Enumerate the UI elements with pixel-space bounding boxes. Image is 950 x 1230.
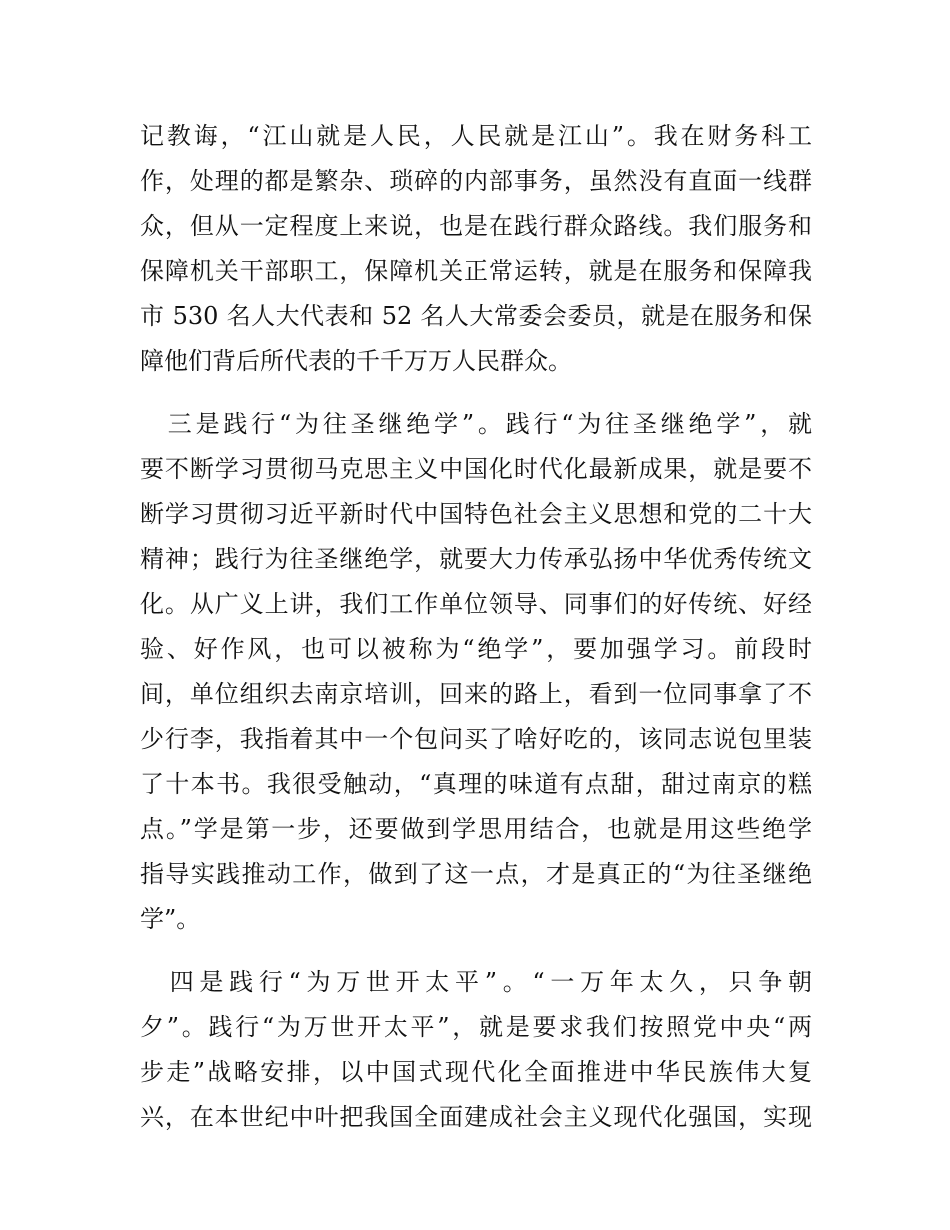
paragraph-2 bbox=[140, 402, 812, 942]
paragraph-1 bbox=[140, 114, 812, 384]
text-line: 了十本书。我很受触动，“真理的味道有点甜，甜过南京的糕 bbox=[140, 770, 812, 798]
paragraph-spacer bbox=[140, 942, 812, 960]
text-line: 验、好作风，也可以被称为“绝学”，要加强学习。前段时 bbox=[140, 635, 812, 663]
document-body bbox=[140, 114, 812, 1140]
text-line: 众，但从一定程度上来说，也是在践行群众路线。我们服务和 bbox=[140, 212, 812, 240]
text-line: 步走”战略安排，以中国式现代化全面推进中华民族伟大复 bbox=[140, 1058, 812, 1086]
text-line: 少行李，我指着其中一个包问买了啥好吃的，该同志说包里装 bbox=[140, 725, 812, 753]
text-line: 夕”。践行“为万世开太平”，就是要求我们按照党中央“两 bbox=[140, 1013, 812, 1041]
text-line: 三是践行“为往圣继绝学”。践行“为往圣继绝学”，就 bbox=[140, 410, 812, 438]
text-line: 间，单位组织去南京培训，回来的路上，看到一位同事拿了不 bbox=[140, 680, 812, 708]
text-line: 作，处理的都是繁杂、琐碎的内部事务，虽然没有直面一线群 bbox=[140, 167, 812, 195]
text-line: 指导实践推动工作，做到了这一点，才是真正的“为往圣继绝 bbox=[140, 860, 812, 888]
text-line: 要不断学习贯彻马克思主义中国化时代化最新成果，就是要不 bbox=[140, 455, 812, 483]
text-line: 点。”学是第一步，还要做到学思用结合，也就是用这些绝学 bbox=[140, 815, 812, 843]
text-line: 兴，在本世纪中叶把我国全面建成社会主义现代化强国，实现 bbox=[140, 1103, 812, 1131]
text-line: 断学习贯彻习近平新时代中国特色社会主义思想和党的二十大 bbox=[140, 500, 812, 528]
paragraph-3 bbox=[140, 960, 812, 1140]
text-line: 精神；践行为往圣继绝学，就要大力传承弘扬中华优秀传统文 bbox=[140, 545, 812, 573]
text-line: 市 530 名人大代表和 52 名人大常委会委员，就是在服务和保 bbox=[140, 302, 812, 330]
text-line: 化。从广义上讲，我们工作单位领导、同事们的好传统、好经 bbox=[140, 590, 812, 618]
text-line: 四是践行“为万世开太平”。“一万年太久，只争朝 bbox=[140, 968, 812, 996]
text-line: 学”。 bbox=[140, 905, 201, 933]
text-line: 记教诲，“江山就是人民，人民就是江山”。我在财务科工 bbox=[140, 122, 812, 150]
text-line: 保障机关干部职工，保障机关正常运转，就是在服务和保障我 bbox=[140, 257, 812, 285]
text-line: 障他们背后所代表的千千万万人民群众。 bbox=[140, 347, 572, 375]
paragraph-spacer bbox=[140, 384, 812, 402]
